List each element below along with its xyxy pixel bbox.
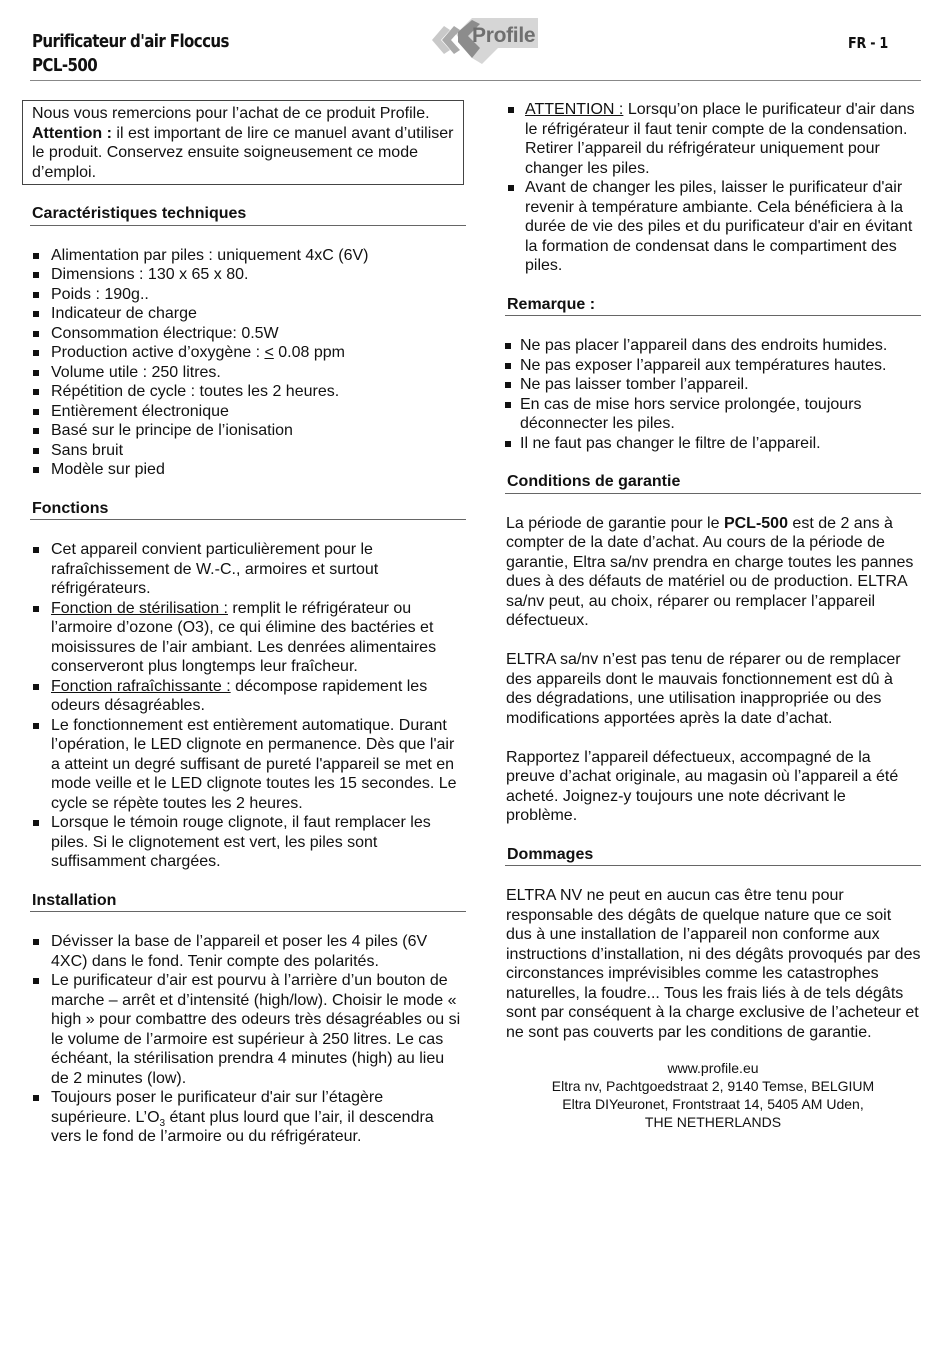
intro-box <box>22 100 464 185</box>
title-line-2: PCL-500 <box>32 56 98 76</box>
list-item: Ne pas laisser tomber l’appareil. <box>505 375 921 395</box>
oxygen-value: 0.08 ppm <box>273 344 345 361</box>
attention-text: Lorsqu’on place le purificateur d'air dans le réfrigérateur il faut tenir compte de la condensation. Retirer l’appareil du réfrigérateur uniquement pour changer les piles. <box>525 101 915 177</box>
footer-address-1: Eltra nv, Pachtgoedstraat 2, 9140 Temse, BELGIUM <box>551 1078 875 1094</box>
functions-heading: Fonctions <box>30 499 466 521</box>
list-item: Alimentation par piles : uniquement 4xC (6V) <box>30 246 466 266</box>
attention-list <box>505 100 921 276</box>
list-item: Modèle sur pied <box>30 460 466 480</box>
footer-website: www.profile.eu <box>667 1060 759 1076</box>
list-item: Avant de changer les piles, laisser le purificateur d'air revenir à température ambiante. Cela bénéficiera à la durée de vie des piles et du purificateur d'air en évitant la formation de condensat dans le compartiment des piles. <box>505 178 921 276</box>
document-title <box>32 30 229 78</box>
remarks-list <box>505 336 921 453</box>
installation-text-a: Toujours poser le purificateur d'air sur l’étagère supérieure. L’O <box>51 1089 384 1126</box>
functions-list <box>30 540 466 872</box>
list-item: Volume utile : 250 litres. <box>30 363 466 383</box>
damages-paragraph: ELTRA NV ne peut en aucun cas être tenu pour responsable des dégâts de quelque nature que ce soit dus à une installation de l’appareil non conforme aux instructions d’installation, ni des dégâts provoqués par des circonstances imprévisibles comme les catastrophes naturelles, la foudre... Tous les frais liés à de tels dégâts sont par conséquent à la charge exclusive de l’acheteur et ne sont pas couverts par les conditions de garantie. <box>506 887 921 1041</box>
list-item: En cas de mise hors service prolongée, toujours déconnecter les piles. <box>505 395 921 434</box>
footer-address-2: Eltra DIYeuronet, Frontstraat 14, 5405 AM Uden, <box>562 1096 864 1112</box>
warranty-text-b: est de 2 ans à compter de la date d’achat. Au cours de la période de garantie, Eltra sa/nv prendra en charge toutes les pannes dues à des défauts de matériel ou de production. ELTRA sa/nv peut, au choix, réparer ou remplacer l’appareil défectueux. <box>506 514 914 629</box>
specs-heading: Caractéristiques techniques <box>30 204 466 226</box>
left-column <box>30 100 466 1147</box>
list-item: Consommation électrique: 0.5W <box>30 324 466 344</box>
list-item: Entièrement électronique <box>30 402 466 422</box>
footer-contact <box>505 1059 921 1131</box>
list-item: Ne pas exposer l’appareil aux températures hautes. <box>505 356 921 376</box>
sterilisation-label: Fonction de stérilisation : <box>51 599 228 617</box>
installation-heading: Installation <box>30 891 466 913</box>
list-item: Cet appareil convient particulièrement pour le rafraîchissement de W.-C., armoires et surtout réfrigérateurs. <box>30 540 466 599</box>
warranty-paragraph-3: Rapportez l’appareil défectueux, accompagné de la preuve d’achat originale, au magasin où l’appareil a été acheté. Joignez-y toujours une note décrivant le problème. <box>506 748 899 824</box>
warranty-model: PCL-500 <box>723 514 788 532</box>
list-item <box>30 677 466 716</box>
list-item: Le purificateur d’air est pourvu à l’arrière d’un bouton de marche – arrêt et d’intensité (high/low). Choisir le mode « high » pour combattre des odeurs très désagréables ou si le volume de l’armoire est supérieur à 250 litres. Le cas échéant, la stérilisation prendra 4 minutes (high) au lieu de 2 minutes (low). <box>30 971 466 1088</box>
warranty-text-a: La période de garantie pour le <box>506 514 724 532</box>
list-item: Il ne faut pas changer le filtre de l’appareil. <box>505 434 921 454</box>
page-number: FR - 1 <box>848 34 889 52</box>
specs-list <box>30 246 466 480</box>
oxygen-sign: < <box>264 344 274 361</box>
warranty-paragraph-1 <box>505 514 921 631</box>
refresh-text: décompose rapidement les odeurs désagréables. <box>51 677 428 714</box>
intro-attention-label: Attention : <box>32 124 112 142</box>
attention-label: ATTENTION : <box>525 101 624 118</box>
warranty-paragraph-2: ELTRA sa/nv n’est pas tenu de réparer ou de remplacer des appareils dont le mauvais fonctionnement est dû à des dégradations, une utilisation inappropriée ou des modifications apportées après la date d’achat. <box>506 651 901 727</box>
list-item: Lorsque le témoin rouge clignote, il faut remplacer les piles. Si le clignotement est vert, les piles sont suffisamment chargées. <box>30 813 466 872</box>
list-item: Sans bruit <box>30 441 466 461</box>
list-item: Basé sur le principe de l’ionisation <box>30 421 466 441</box>
warranty-heading: Conditions de garantie <box>505 472 921 494</box>
sterilisation-text: remplit le réfrigérateur ou l’armoire d’ozone (O3), ce qui élimine des bactéries et moisissures de l’air ambiant. Les denrées alimentaires conserveront plus longtemps leur fraîcheur. <box>51 599 437 675</box>
list-item: Le fonctionnement est entièrement automatique. Durant l’opération, le LED clignote en permanence. Dès que l'air a atteint un degré suffisant de pureté l'appareil se met en mode veille et le LED clignote toutes les 15 secondes. Le cycle se répète toutes les 2 heures. <box>30 716 466 814</box>
footer-address-3: THE NETHERLANDS <box>644 1114 782 1130</box>
list-item: Répétition de cycle : toutes les 2 heures. <box>30 382 466 402</box>
list-item: Dimensions : 130 x 65 x 80. <box>30 265 466 285</box>
intro-attention-text: il est important de lire ce manuel avant d’utiliser le produit. Conservez ensuite soigneusement ce mode d’emploi. <box>32 124 454 181</box>
title-line-1: Purificateur d'air Floccus <box>32 32 229 52</box>
list-item <box>30 343 466 363</box>
list-item: Indicateur de charge <box>30 304 466 324</box>
list-item: Dévisser la base de l’appareil et poser les 4 piles (6V 4XC) dans le fond. Tenir compte des polarités. <box>30 932 466 971</box>
intro-thanks: Nous vous remercions pour l’achat de ce produit Profile. <box>32 105 430 122</box>
list-item: Poids : 190g.. <box>30 285 466 305</box>
list-item <box>505 100 921 178</box>
header-divider <box>30 80 921 81</box>
list-item <box>30 1088 466 1147</box>
remarks-heading: Remarque : <box>505 295 921 317</box>
refresh-label: Fonction rafraîchissante : <box>51 677 231 695</box>
oxygen-label: Production active d’oxygène : <box>51 344 265 361</box>
right-column <box>505 100 921 1131</box>
installation-text-b: étant plus lourd que l’air, il descendra vers le fond de l’armoire ou du réfrigérateur. <box>51 1108 434 1145</box>
subscript-3: 3 <box>159 1117 166 1129</box>
installation-list <box>30 932 466 1147</box>
list-item: Ne pas placer l’appareil dans des endroits humides. <box>505 336 921 356</box>
damages-heading: Dommages <box>505 845 921 867</box>
list-item <box>30 599 466 677</box>
profile-logo-text: Profile <box>472 24 536 47</box>
